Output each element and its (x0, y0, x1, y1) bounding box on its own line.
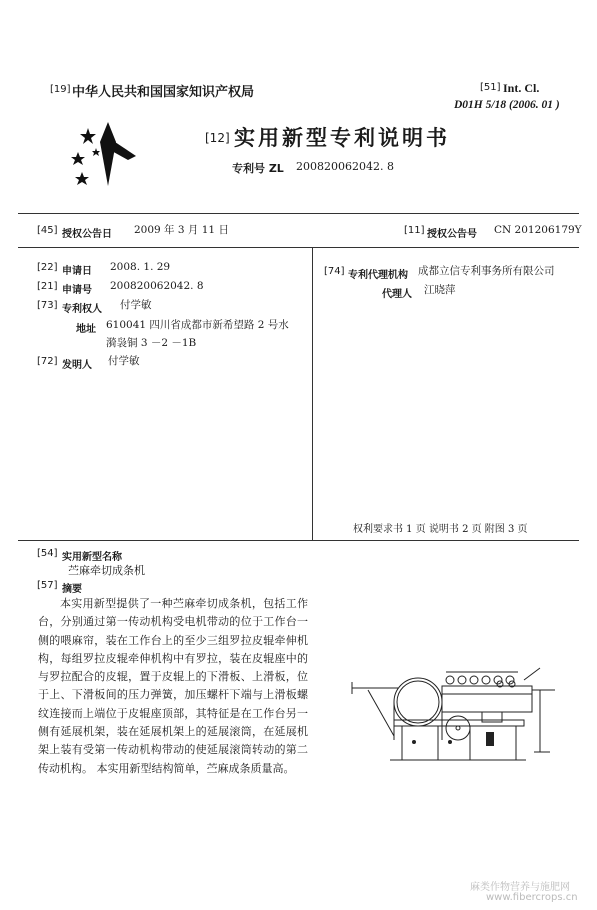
agency-label: 专利代理机构 (348, 270, 408, 281)
code-12: [12] (205, 131, 230, 145)
rule-bottom (18, 540, 579, 541)
grant-number: CN 201206179Y (494, 224, 582, 236)
pages-summary: 权利要求书 1 页 说明书 2 页 附图 3 页 (353, 524, 528, 535)
column-divider (312, 247, 313, 540)
code-45: [45] (37, 225, 58, 236)
grant-number-label: 授权公告号 (427, 229, 477, 240)
document-type-title: 实用新型专利说明书 (234, 126, 450, 150)
int-cl-label: Int. Cl. (503, 81, 540, 95)
patentee: 付学敏 (120, 299, 152, 311)
code-21: [21] (37, 281, 58, 292)
int-cl-value: D01H 5/18 (2006. 01 ) (454, 99, 560, 111)
agency: 成都立信专利事务所有限公司 (418, 265, 555, 277)
watermark-line-2: www.fibercrops.cn (486, 892, 578, 903)
patentee-label: 专利权人 (62, 304, 102, 315)
utility-model-title: 苎麻牵切成条机 (68, 564, 145, 577)
grant-date: 2009 年 3 月 11 日 (134, 224, 229, 236)
code-19: [19] (50, 84, 71, 95)
inventor: 付学敏 (108, 355, 140, 367)
filing-date: 2008. 1. 29 (110, 261, 171, 273)
patent-number-label: 专利号 ZL (232, 162, 284, 175)
address-label: 地址 (76, 324, 96, 335)
address-line-2: 漪袅铜 3 －2 －1B (106, 337, 197, 349)
code-54: [54] (37, 548, 58, 559)
rule-grant (18, 247, 579, 248)
code-74: [74] (324, 266, 345, 277)
code-73: [73] (37, 300, 58, 311)
filing-date-label: 申请日 (62, 266, 92, 277)
sipo-emblem-logo (68, 116, 148, 192)
patent-number: 200820062042. 8 (296, 160, 394, 173)
code-11: [11] (404, 225, 425, 236)
abstract-label: 摘要 (62, 584, 82, 595)
agent: 江晓萍 (424, 284, 456, 296)
address-line-1: 610041 四川省成都市新希望路 2 号水 (106, 319, 289, 331)
code-51: [51] (480, 82, 501, 93)
rule-top (18, 213, 579, 214)
code-57: [57] (37, 580, 58, 591)
issuer-name: 中华人民共和国国家知识产权局 (72, 85, 255, 100)
application-number: 200820062042. 8 (110, 280, 204, 292)
grant-date-label: 授权公告日 (62, 229, 112, 240)
application-number-label: 申请号 (62, 285, 92, 296)
code-22: [22] (37, 262, 58, 273)
abstract-text: 本实用新型提供了一种苎麻牵切成条机，包括工作台，分别通过第一传动机构受电机带动的位于工作台一侧的喂麻帘，装在工作台上的至少三组罗拉皮辊牵伸机构，每组罗拉皮辊牵伸机构中有罗拉，装在皮辊座中的与罗拉配合的皮辊，置于皮辊上的下滑板、上滑板，位于上、下滑板间的压力弹簧，加压螺杆下端与上滑板螺纹连接而上端位于皮辊座顶部，其特征是在工作台另一侧有延展机架，装在延展机架上的延展滚筒，在延展机架上装有受第一传动机构带动的使延展滚筒转动的第二传动机构。 本实用新型结构简单，苎麻成条质量高。 (38, 597, 308, 775)
agent-label: 代理人 (382, 289, 412, 300)
code-72: [72] (37, 356, 58, 367)
watermark-line-1: 麻类作物营养与施肥网 (470, 882, 570, 893)
machine-drawing (350, 650, 565, 765)
title-label: 实用新型名称 (62, 552, 122, 563)
inventor-label: 发明人 (62, 360, 92, 371)
